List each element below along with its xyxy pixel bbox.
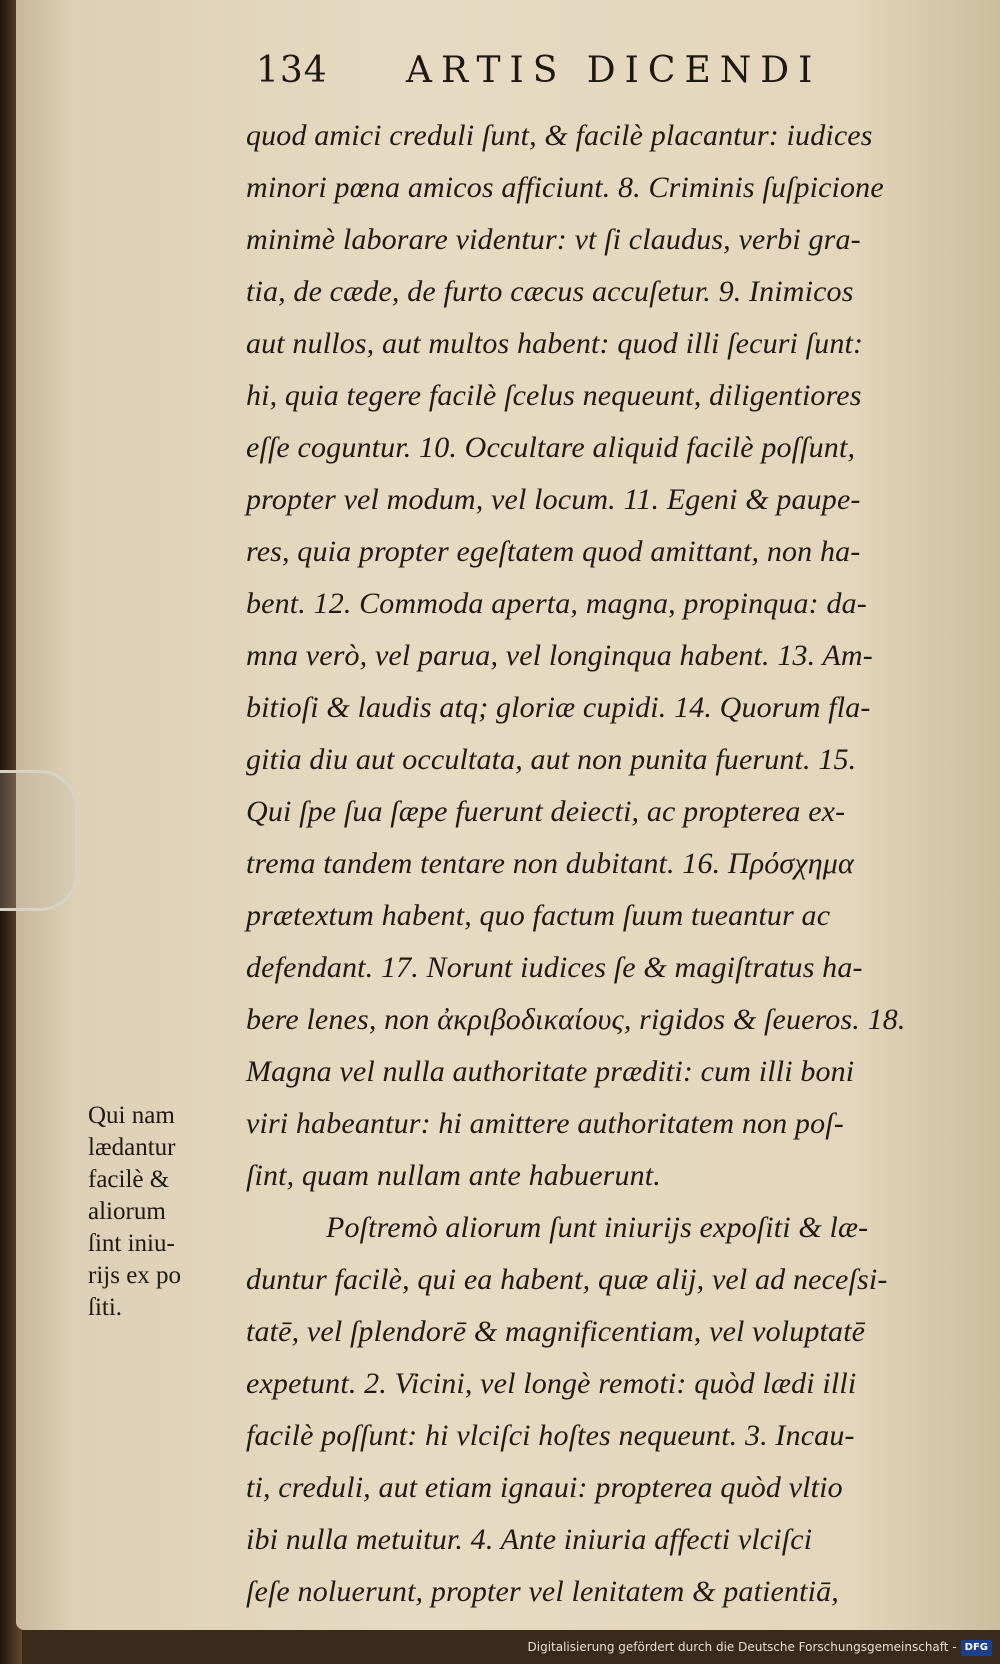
text-line: ibi nulla metuitur. 4. Ante iniuria affecti vlciſci <box>246 1523 813 1556</box>
text-line: duntur facilè, qui ea habent, quæ alij, vel ad neceſsi- <box>246 1263 888 1296</box>
dfg-logo: DFG <box>961 1640 992 1656</box>
text-line: propter vel modum, vel locum. 11. Egeni & paupe- <box>246 483 861 516</box>
margin-note-line: rijs ex po <box>88 1262 182 1289</box>
text-line: Qui ſpe ſua ſæpe fuerunt deiecti, ac propterea ex- <box>246 795 846 828</box>
running-head: ARTIS DICENDI <box>406 50 822 91</box>
text-line: bere lenes, non ἀκριβοδικαίους, rigidos & ſeueros. 18. <box>246 1003 906 1036</box>
margin-note-line: ſint iniu- <box>88 1230 175 1257</box>
text-line: minori pœna amicos afficiunt. 8. Criminis ſuſpicione <box>246 171 884 204</box>
text-line: expetunt. 2. Vicini, vel longè remoti: quòd lædi illi <box>246 1367 857 1400</box>
text-line: res, quia propter egeſtatem quod amittant, non ha- <box>246 535 861 568</box>
text-line: trema tandem tentare non dubitant. 16. Πρόσχημα <box>246 847 854 880</box>
margin-note-line: ſiti. <box>88 1294 123 1321</box>
text-line: ti, creduli, aut etiam ignaui: propterea quòd vltio <box>246 1471 843 1504</box>
book-page <box>16 0 1000 1630</box>
text-line: hi, quia tegere facilè ſcelus nequeunt, diligentiores <box>246 379 862 412</box>
text-line: ſeſe noluerunt, propter vel lenitatem & patientiā, <box>246 1575 839 1608</box>
text-line: Magna vel nulla authoritate præditi: cum illi boni <box>246 1055 855 1088</box>
text-line: ſint, quam nullam ante habuerunt. <box>246 1159 661 1192</box>
body-text <box>246 110 1000 1618</box>
text-line: viri habeantur: hi amittere authoritatem non poſ- <box>246 1107 844 1140</box>
text-line: facilè poſſunt: hi vlciſci hoſtes nequeunt. 3. Incau- <box>246 1419 855 1452</box>
page-number: 134 <box>256 50 328 91</box>
margin-note-line: aliorum <box>88 1198 166 1225</box>
page-header <box>256 50 976 106</box>
text-line: quod amici creduli ſunt, & facilè placantur: iudices <box>246 119 873 152</box>
text-line: defendant. 17. Norunt iudices ſe & magiſtratus ha- <box>246 951 863 984</box>
margin-note <box>88 1100 248 1324</box>
footer-credit: Digitalisierung gefördert durch die Deutsche Forschungsgemeinschaft - <box>527 1640 957 1654</box>
book-clasp <box>0 770 78 911</box>
margin-note-line: facilè & <box>88 1166 170 1193</box>
text-line: gitia diu aut occultata, aut non punita fuerunt. 15. <box>246 743 857 776</box>
text-line: bent. 12. Commoda aperta, magna, propinqua: da- <box>246 587 867 620</box>
text-line-paragraph-start: Poſtremò aliorum ſunt iniurijs expoſiti & læ- <box>326 1211 869 1244</box>
text-line: eſſe coguntur. 10. Occultare aliquid facilè poſſunt, <box>246 431 856 464</box>
text-line: minimè laborare videntur: vt ſi claudus, verbi gra- <box>246 223 861 256</box>
digitization-footer <box>528 1636 993 1658</box>
margin-note-line: Qui nam <box>88 1102 175 1129</box>
text-line: tatē, vel ſplendorē & magnificentiam, vel voluptatē <box>246 1315 866 1348</box>
text-line: aut nullos, aut multos habent: quod illi ſecuri ſunt: <box>246 327 864 360</box>
text-line: mna verò, vel parua, vel longinqua habent. 13. Am- <box>246 639 873 672</box>
text-line: prætextum habent, quo factum ſuum tueantur ac <box>246 899 831 932</box>
text-line: bitioſi & laudis atq; gloriæ cupidi. 14. Quorum fla- <box>246 691 871 724</box>
margin-note-line: lædantur <box>88 1134 176 1161</box>
text-line: tia, de cæde, de furto cæcus accuſetur. 9. Inimicos <box>246 275 854 308</box>
